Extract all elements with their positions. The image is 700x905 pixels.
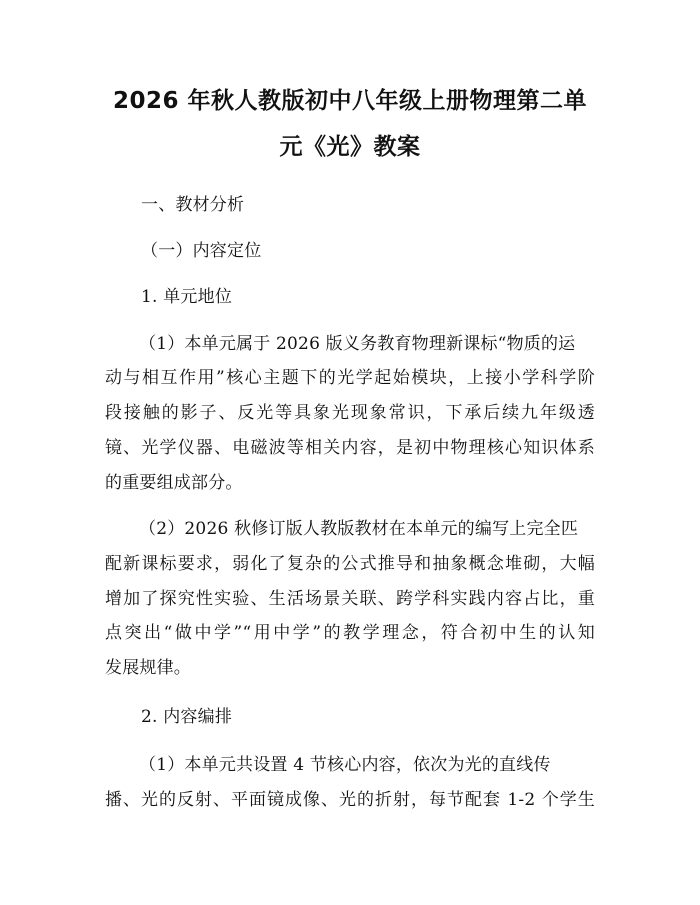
paragraph-line: （1）本单元共设置 4 节核心内容，依次为光的直线传 xyxy=(139,755,551,775)
paragraph-line: 播、光的反射、平面镜成像、光的折射，每节配套 1-2 个学生 xyxy=(105,790,595,810)
heading-content-arrangement: 2. 内容编排 xyxy=(141,707,233,727)
document-title-line-2: 元《光》教案 xyxy=(279,134,421,160)
paragraph-line: 段接触的影子、反光等具象光现象常识，下承后续九年级透 xyxy=(105,403,595,423)
paragraph-line: 镜、光学仪器、电磁波等相关内容，是初中物理核心知识体系 xyxy=(105,438,595,458)
paragraph-line: （1）本单元属于 2026 版义务教育物理新课标“物质的运 xyxy=(139,334,576,354)
document-title-line-1: 2026 年秋人教版初中八年级上册物理第二单 xyxy=(112,88,588,114)
paragraph-line: 发展规律。 xyxy=(105,658,191,678)
paragraph-line: 点突出“做中学”“用中学”的教学理念，符合初中生的认知 xyxy=(105,623,595,643)
heading-content-positioning: （一）内容定位 xyxy=(141,241,262,261)
paragraph-line: 动与相互作用”核心主题下的光学起始模块，上接小学科学阶 xyxy=(105,368,595,388)
paragraph-line: 的重要组成部分。 xyxy=(105,473,243,493)
paragraph-line: 增加了探究性实验、生活场景关联、跨学科实践内容占比，重 xyxy=(105,589,595,609)
heading-textbook-analysis: 一、教材分析 xyxy=(141,195,245,215)
heading-unit-status: 1. 单元地位 xyxy=(141,287,233,307)
paragraph-line: 配新课标要求，弱化了复杂的公式推导和抽象概念堆砌，大幅 xyxy=(105,554,595,574)
paragraph-line: （2）2026 秋修订版人教版教材在本单元的编写上完全匹 xyxy=(139,519,579,539)
